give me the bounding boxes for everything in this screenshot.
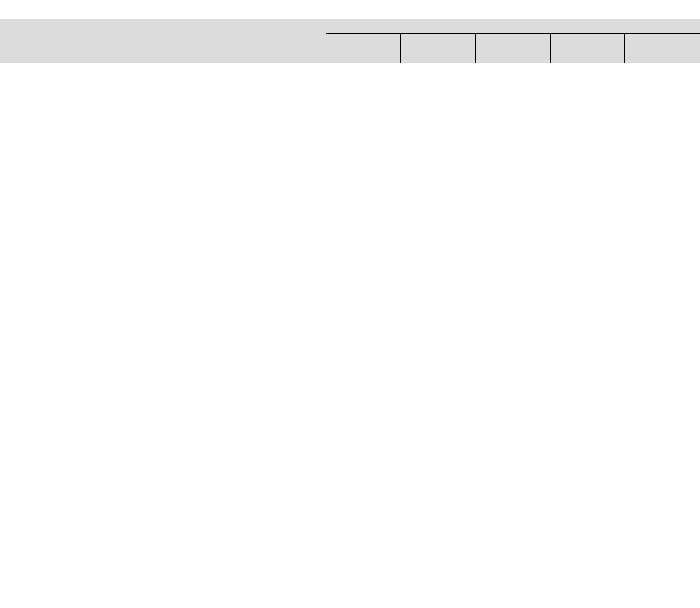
header-divider [326,33,700,34]
results-table-header [0,19,700,63]
header-separator-3 [550,33,551,63]
header-separator-2 [475,33,476,63]
header-separator-4 [624,33,625,63]
header-separator-1 [400,33,401,63]
